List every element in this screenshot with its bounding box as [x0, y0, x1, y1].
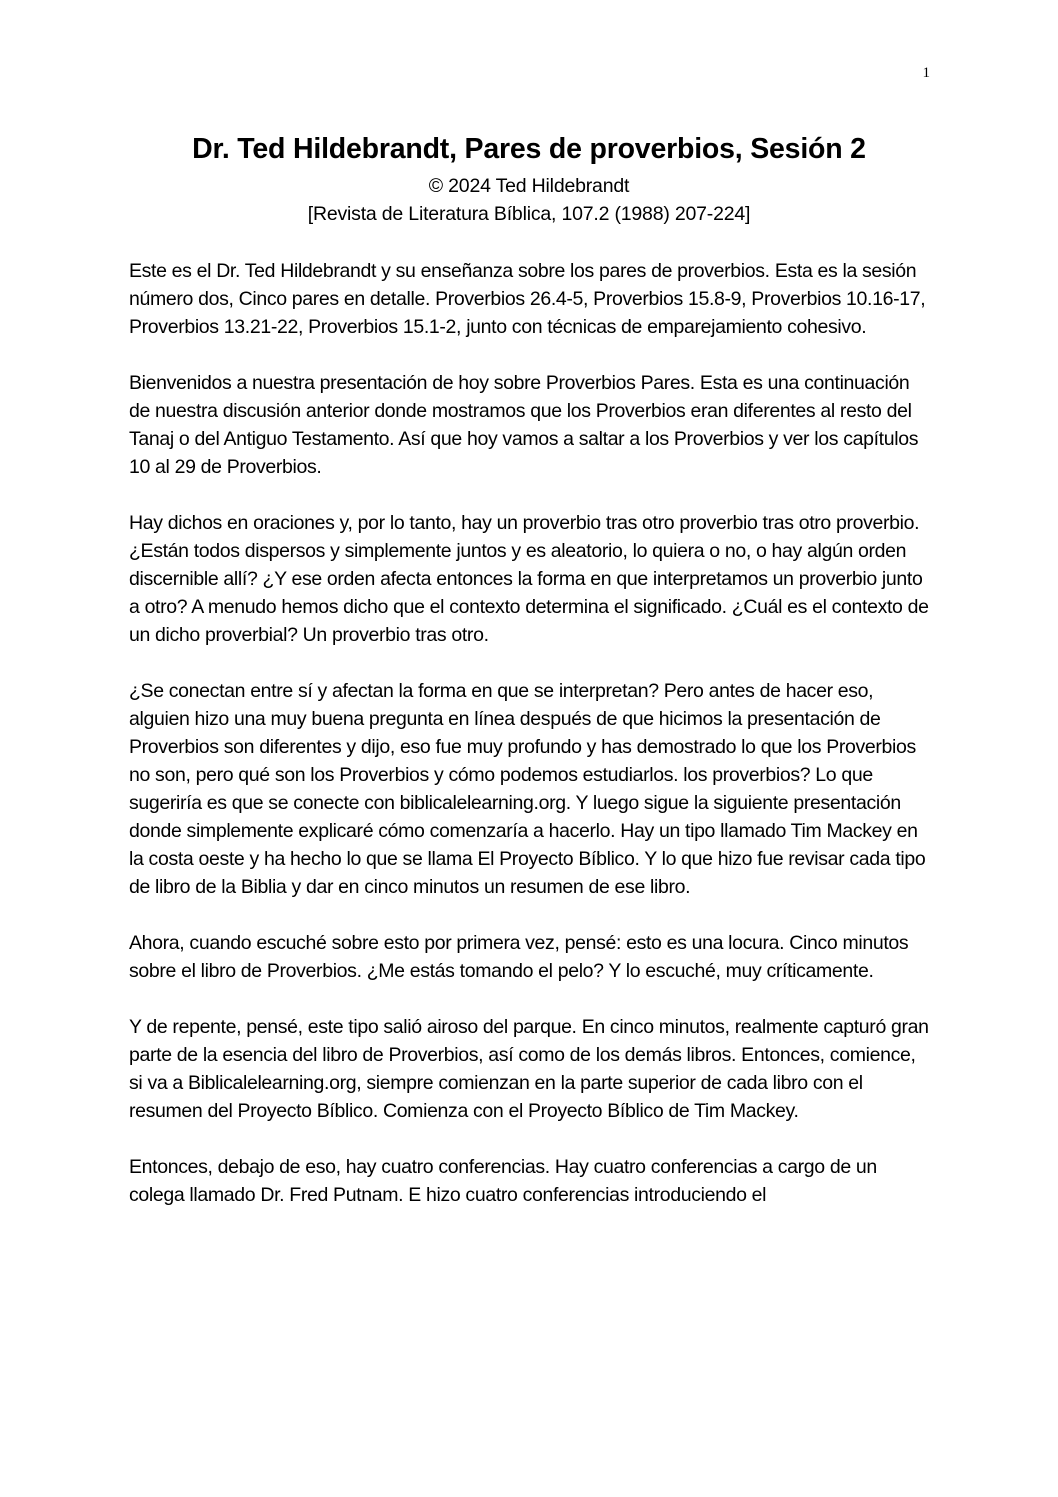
paragraph: ¿Se conectan entre sí y afectan la forma en que se interpretan? Pero antes de hacer eso, alguien hizo una muy buena pregunta en línea después de que hicimos la presentación de Proverbios son diferentes y dijo, eso fue muy profundo y has demostrado lo que los Proverbios no son, pero qué son los Proverbios y cómo podemos estudiarlos. los proverbios? Lo que sugeriría es que se conecte con biblicalelearning.org. Y luego sigue la siguiente presentación donde simplemente explicaré cómo comenzaría a hacerlo. Hay un tipo llamado Tim Mackey en la costa oeste y ha hecho lo que se llama El Proyecto Bíblico. Y lo que hizo fue revisar cada tipo de libro de la Biblia y dar en cinco minutos un resumen de ese libro. [129, 680, 926, 898]
document-title: Dr. Ted Hildebrandt, Pares de proverbios, Sesión 2 [192, 133, 866, 165]
paragraph: Bienvenidos a nuestra presentación de hoy sobre Proverbios Pares. Esta es una continuación de nuestra discusión anterior donde mostramos que los Proverbios eran diferentes al resto del Tanaj o del Antiguo Testamento. Así que hoy vamos a saltar a los Proverbios y ver los capítulos 10 al 29 de Proverbios. [129, 372, 919, 478]
page-number: 1 [922, 65, 930, 81]
paragraph: Ahora, cuando escuché sobre esto por primera vez, pensé: esto es una locura. Cinco minutos sobre el libro de Proverbios. ¿Me estás tomando el pelo? Y lo escuché, muy críticamente. [129, 932, 909, 982]
citation-line: [Revista de Literatura Bíblica, 107.2 (1988) 207-224] [307, 203, 751, 225]
paragraph: Hay dichos en oraciones y, por lo tanto, hay un proverbio tras otro proverbio tras otro proverbio. ¿Están todos dispersos y simplemente juntos y es aleatorio, lo quiera o no, o hay algún orden discernible allí? ¿Y ese orden afecta entonces la forma en que interpretamos un proverbio junto a otro? A menudo hemos dicho que el contexto determina el significado. ¿Cuál es el contexto de un dicho proverbial? Un proverbio tras otro. [129, 512, 929, 646]
paragraph: Entonces, debajo de eso, hay cuatro conferencias. Hay cuatro conferencias a cargo de un colega llamado Dr. Fred Putnam. E hizo cuatro conferencias introduciendo el [129, 1156, 877, 1206]
body-text [129, 257, 929, 1237]
paragraph: Y de repente, pensé, este tipo salió airoso del parque. En cinco minutos, realmente capturó gran parte de la esencia del libro de Proverbios, así como de los demás libros. Entonces, comience, si va a Biblicalelearning.org, siempre comienzan en la parte superior de cada libro con el resumen del Proyecto Bíblico. Comienza con el Proyecto Bíblico de Tim Mackey. [129, 1016, 929, 1122]
paragraph: Este es el Dr. Ted Hildebrandt y su enseñanza sobre los pares de proverbios. Esta es la sesión número dos, Cinco pares en detalle. Proverbios 26.4-5, Proverbios 15.8-9, Proverbios 10.16-17, Proverbios 13.21-22, Proverbios 15.1-2, junto con técnicas de emparejamiento cohesivo. [129, 260, 926, 338]
copyright-line: © 2024 Ted Hildebrandt [428, 175, 630, 197]
